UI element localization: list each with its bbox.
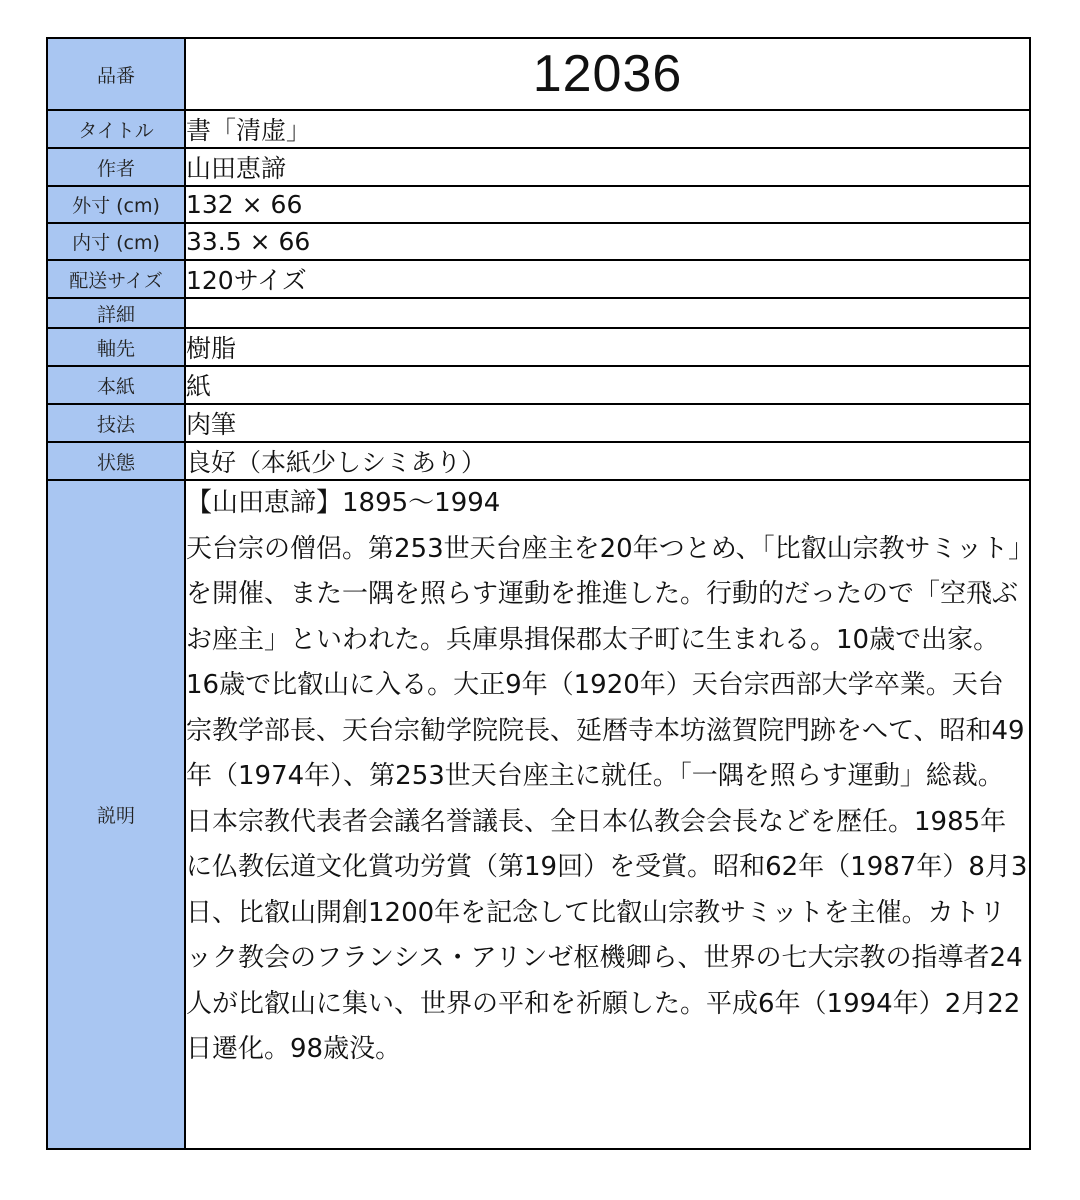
base-paper-label: 本紙 (47, 366, 185, 404)
row-inner-size (47, 223, 1030, 260)
roller-end-label: 軸先 (47, 328, 185, 366)
outer-size-label: 外寸 (cm) (47, 186, 185, 223)
row-author (47, 148, 1030, 186)
inner-size-value: 33.5 × 66 (185, 223, 1030, 260)
item-number-label: 品番 (47, 38, 185, 110)
row-description (47, 480, 1030, 1149)
row-shipping-size (47, 260, 1030, 298)
item-number-value: 12036 (185, 38, 1030, 110)
description-cell (185, 480, 1030, 1149)
details-value (185, 298, 1030, 328)
condition-value: 良好（本紙少しシミあり） (185, 442, 1030, 480)
author-label: 作者 (47, 148, 185, 186)
row-title (47, 110, 1030, 148)
base-paper-value: 紙 (185, 366, 1030, 404)
condition-label: 状態 (47, 442, 185, 480)
inner-size-label: 内寸 (cm) (47, 223, 185, 260)
outer-size-value: 132 × 66 (185, 186, 1030, 223)
title-label: タイトル (47, 110, 185, 148)
item-spec-table (46, 37, 1031, 1150)
row-outer-size (47, 186, 1030, 223)
technique-value: 肉筆 (185, 404, 1030, 442)
row-technique (47, 404, 1030, 442)
row-roller-end (47, 328, 1030, 366)
description-heading: 【山田恵諦】1895〜1994 (186, 488, 501, 518)
description-body: 天台宗の僧侶。第253世天台座主を20年つとめ、「比叡山宗教サミット」を開催、また一隅を照らす運動を推進した。行動的だったので「空飛ぶお座主」といわれた。兵庫県揖保郡太子町に生まれる。10歳で出家。16歳で比叡山に入る。大正9年（1920年）天台宗西部大学卒業。天台宗教学部長、天台宗勧学院院長、延暦寺本坊滋賀院門跡をへて、昭和49年（1974年）、第253世天台座主に就任。「一隅を照らす運動」総裁。日本宗教代表者会議名誉議長、全日本仏教会会長などを歴任。1985年に仏教伝道文化賞功労賞（第19回）を受賞。昭和62年（1987年）8月3日、比叡山開創1200年を記念して比叡山宗教サミットを主催。カトリック教会のフランシス・アリンゼ枢機卿ら、世界の七大宗教の指導者24人が比叡山に集い、世界の平和を祈願した。平成6年（1994年）2月22日遷化。98歳没。 (186, 533, 1028, 1064)
row-item-number (47, 38, 1030, 110)
roller-end-value: 樹脂 (185, 328, 1030, 366)
description-label: 説明 (47, 480, 185, 1149)
shipping-size-label: 配送サイズ (47, 260, 185, 298)
row-base-paper (47, 366, 1030, 404)
shipping-size-value: 120サイズ (185, 260, 1030, 298)
title-value: 書「清虚」 (185, 110, 1030, 148)
author-value: 山田恵諦 (185, 148, 1030, 186)
row-details (47, 298, 1030, 328)
technique-label: 技法 (47, 404, 185, 442)
details-label: 詳細 (47, 298, 185, 328)
row-condition (47, 442, 1030, 480)
